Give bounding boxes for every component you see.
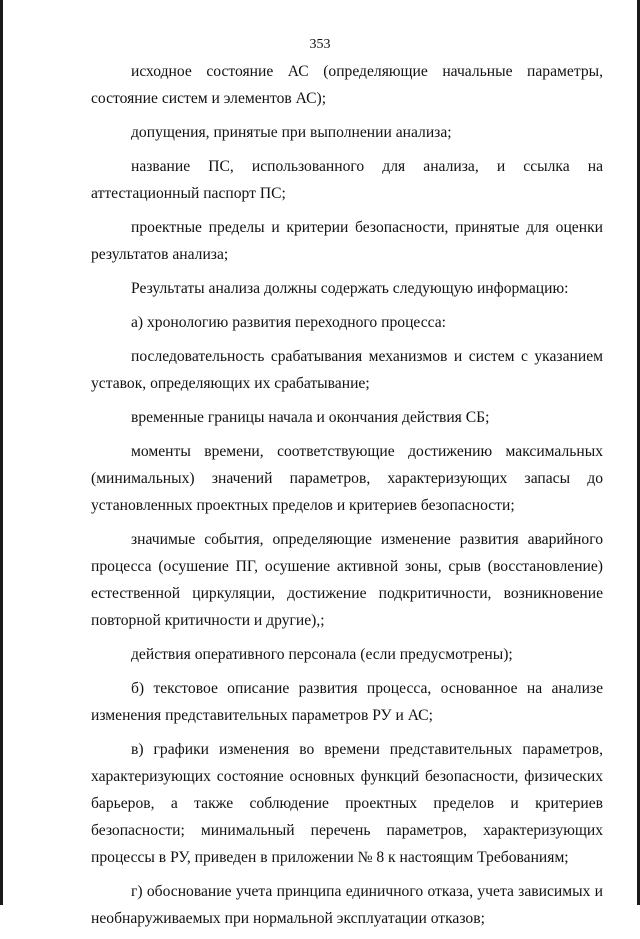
paragraph-results-intro: Результаты анализа должны содержать следующую информацию: (131, 280, 569, 297)
paragraph-initial-state: исходное состояние АС (определяющие начальные параметры, состояние систем и элементов АС); (91, 63, 603, 107)
paragraph-software-name: название ПС, использованного для анализа, и ссылка на аттестационный паспорт ПС; (91, 158, 603, 202)
paragraph-actuation-sequence: последовательность срабатывания механизмов и систем с указанием уставок, определяющих их срабатывание; (91, 348, 603, 392)
paragraph-operator-actions: действия оперативного персонала (если предусмотрены); (131, 646, 513, 663)
paragraph-time-moments: моменты времени, соответствующие достижению максимальных (минимальных) значений параметров, характеризующих запасы до установленных проектных пределов и критериев безопасности; (91, 443, 603, 514)
page-number: 353 (309, 37, 331, 52)
document-body (91, 58, 603, 939)
paragraph-significant-events: значимые события, определяющие изменение развития аварийного процесса (осушение ПГ, осушение активной зоны, срыв (восстановление) естественной циркуляции, достижение подкритичности, возникновение повторной критичности и другие),; (91, 531, 603, 629)
paragraph-assumptions: допущения, принятые при выполнении анализа; (131, 124, 452, 141)
paragraph-time-boundaries: временные границы начала и окончания действия СБ; (131, 409, 490, 426)
paragraph-design-limits: проектные пределы и критерии безопасности, принятые для оценки результатов анализа; (91, 219, 603, 263)
paragraph-item-a: а) хронологию развития переходного процесса: (131, 314, 447, 331)
paragraph-item-v: в) графики изменения во времени представительных параметров, характеризующих состояние основных функций безопасности, физических барьеров, а также соблюдение проектных пределов и критериев безопасности; минимальный перечень параметров, характеризующих процессы в РУ, приведен в приложении № 8 к настоящим Требованиям; (91, 741, 603, 866)
paragraph-item-b: б) текстовое описание развития процесса, основанное на анализе изменения представительных параметров РУ и АС; (91, 680, 603, 724)
paragraph-item-g: г) обоснование учета принципа единичного отказа, учета зависимых и необнаруживаемых при нормальной эксплуатации отказов; (91, 883, 603, 927)
